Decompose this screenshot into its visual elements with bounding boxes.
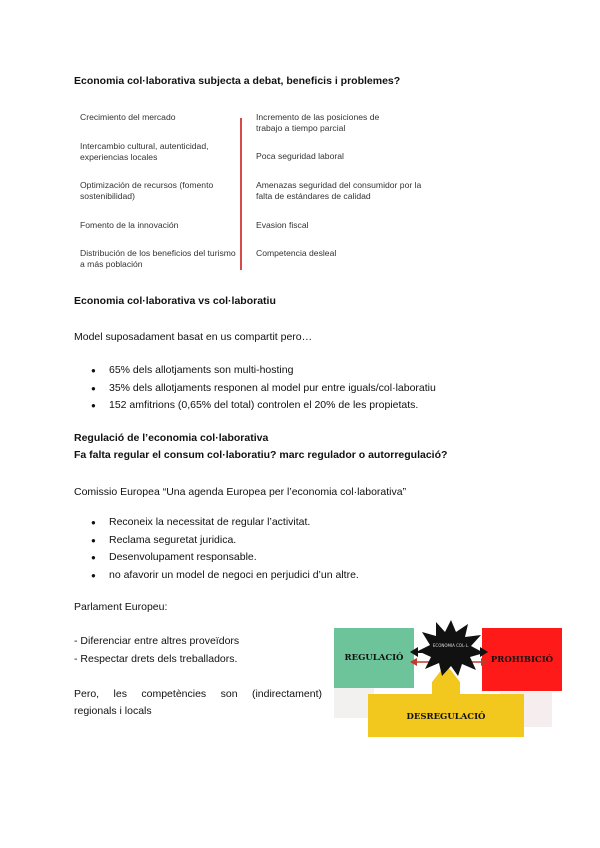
- table-divider: [240, 118, 242, 270]
- list-item: ● no afavorir un model de negoci en perjudici d’un altre.: [91, 567, 359, 585]
- list-item: ● Reconeix la necessitat de regular l’activitat.: [91, 514, 359, 532]
- regulation-diagram: [330, 620, 560, 735]
- list-item: ● 35% dels allotjaments responen al model pur entre iguals/col·laboratiu: [91, 380, 436, 398]
- section-heading: Regulació de l’economia col·laborativa: [74, 432, 269, 444]
- list-item: ● 65% dels allotjaments son multi-hosting: [91, 362, 436, 380]
- page-title: Economia col·laborativa subjecta a debat, beneficis i problemes?: [74, 75, 401, 87]
- benefit-item: Intercambio cultural, autenticidad, experiencias locales: [80, 141, 209, 162]
- benefit-item: Optimización de recursos (fomento sostenibilidad): [80, 180, 214, 201]
- commission-text: Comissio Europea “Una agenda Europea per l’economia col·laborativa”: [74, 486, 407, 498]
- list-item: ● 152 amfitrions (0,65% del total) controlen el 20% de les propietats.: [91, 397, 436, 415]
- problem-item: Poca seguridad laboral: [256, 151, 344, 161]
- benefit-item: Distribución de los beneficios del turismo a más población: [80, 248, 236, 269]
- deregulation-label: DESREGULACIÓ: [406, 712, 486, 722]
- section-subheading: Fa falta regular el consum col·laboratiu? marc regulador o autorregulació?: [74, 449, 448, 461]
- list-item: ● Reclama seguretat juridica.: [91, 532, 359, 550]
- problem-item: Amenazas seguridad del consumidor por la falta de estándares de calidad: [256, 180, 422, 201]
- burst-label: ECONOMIA COL·L.: [432, 643, 470, 648]
- dash-item: - Respectar drets dels treballadors.: [74, 653, 238, 665]
- list-item: ● Desenvolupament responsable.: [91, 549, 359, 567]
- benefit-item: Fomento de la innovación: [80, 220, 179, 230]
- section-intro: Model suposadament basat en us compartit pero…: [74, 331, 313, 343]
- commission-list: [91, 514, 359, 584]
- parliament-label: Parlament Europeu:: [74, 601, 168, 613]
- closing-text-2: regionals i locals: [74, 705, 152, 717]
- stats-list: [91, 362, 436, 415]
- section-heading: Economia col·laborativa vs col·laboratiu: [74, 295, 276, 307]
- dash-item: - Diferenciar entre altres proveïdors: [74, 635, 240, 647]
- burst-shape: [418, 620, 484, 676]
- problem-item: Incremento de las posiciones de trabajo a tiempo parcial: [256, 112, 380, 133]
- closing-text: Pero, les competències son (indirectament): [74, 688, 322, 700]
- problem-item: Evasion fiscal: [256, 220, 309, 230]
- problem-item: Competencia desleal: [256, 248, 337, 258]
- benefit-item: Crecimiento del mercado: [80, 112, 176, 122]
- prohibition-box: PROHIBICIÓ: [482, 628, 562, 691]
- regulation-box: REGULACIÓ: [334, 628, 414, 688]
